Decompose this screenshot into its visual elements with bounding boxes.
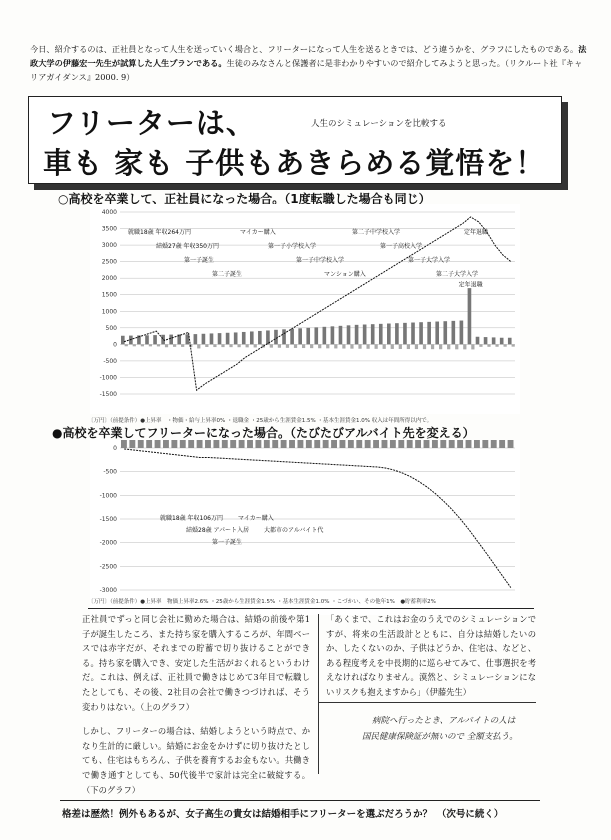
expense-bar bbox=[173, 344, 176, 346]
expense-bar bbox=[149, 344, 152, 346]
y-tick-label: 3500 bbox=[101, 225, 117, 233]
income-bar bbox=[314, 440, 320, 448]
income-bar bbox=[121, 440, 127, 448]
intro-text: 今日、紹介するのは、正社員となって人生を送っていく場合と、フリーターになって人生を送るときでは、どう違うかを、グラフにしたものである。 bbox=[30, 44, 579, 54]
income-bar bbox=[222, 440, 228, 448]
text-right-p1: 「あくまで、これはお金のうえでのシミュレーションですが、将来の生活設計とともに、自分は結婚したいのか、したくないのか、子供はどうか、住宅は、などと、ある程度考えを中長期的に巡らせてみて、仕事選択を考えなければなりません。漠然と、シミュレーションにないリスクも抱えますから」（伊藤先生） bbox=[326, 614, 536, 697]
expense-bar bbox=[165, 344, 168, 347]
expense-bar bbox=[254, 344, 257, 347]
text-left-p1: 正社員でずっと同じ会社に勤めた場合は、結婚の前後や第1子が誕生したころ、また持ち家を購入するころが、年間ベースでは赤字だが、それまでの貯蓄で切り抜けることができる。持ち家を購入でき、安定した生活がおくれるというわけだ。これは、例えば、正社員で働きはじめて3年目で転職したとしても、その後、2社目の会社で働きつづければ、そう変わりはない。 bbox=[82, 614, 310, 712]
income-bar bbox=[298, 328, 302, 344]
right-divider bbox=[318, 702, 536, 703]
expense-bar bbox=[237, 344, 240, 347]
income-bar bbox=[491, 440, 497, 448]
y-tick-label: 1500 bbox=[101, 291, 117, 299]
expense-bar bbox=[495, 344, 498, 346]
text-right bbox=[326, 612, 536, 700]
income-bar bbox=[415, 440, 421, 448]
divider bbox=[88, 608, 534, 609]
income-bar bbox=[258, 331, 262, 344]
y-tick-label: 2000 bbox=[101, 275, 117, 283]
income-bar bbox=[264, 440, 270, 448]
annotation-label: 第一子高校入学 bbox=[380, 243, 423, 250]
section2-footnote: 〔万円〕（前提条件）●上昇率 物価上昇率2.6% ・25歳から生涯賃金1.5% ・基本生涯賃金1.0% ・こづかい、その他年1% ●貯蓄利率2% bbox=[88, 599, 436, 605]
income-bar bbox=[129, 440, 135, 448]
intro-paragraph bbox=[30, 42, 590, 84]
income-bar bbox=[146, 440, 152, 448]
annotation-label: 就職18歳 年収264万円 bbox=[128, 229, 191, 236]
annotation-label: 第二子大学入学 bbox=[436, 271, 479, 278]
income-bar bbox=[427, 322, 431, 345]
y-tick-label: -1000 bbox=[99, 492, 117, 500]
income-bar bbox=[205, 440, 211, 448]
income-bar bbox=[347, 325, 351, 344]
income-bar bbox=[234, 332, 238, 344]
intro-text2: 生徒のみなさんと保護者に是非わかりやすいので紹介してみようと思った。（リクルート社『キャリアガイダンス』2000. 9） bbox=[30, 58, 583, 82]
income-bar bbox=[474, 440, 480, 448]
y-tick-label: -2500 bbox=[99, 563, 117, 571]
income-bar bbox=[226, 333, 230, 345]
income-bar bbox=[371, 324, 375, 344]
income-bar bbox=[323, 440, 329, 448]
income-bar bbox=[274, 330, 278, 345]
income-bar bbox=[424, 440, 430, 448]
income-bar bbox=[356, 440, 362, 448]
y-tick-label: 0 bbox=[113, 445, 117, 452]
expense-bar bbox=[504, 344, 507, 346]
income-bar bbox=[398, 440, 404, 448]
annotation-label: 大都市のアルバイト代 bbox=[264, 527, 324, 534]
income-bar bbox=[443, 321, 447, 344]
income-bar bbox=[185, 334, 189, 344]
headline-caption: 人生のシミュレーションを比較する bbox=[311, 119, 447, 129]
employee-chart bbox=[90, 204, 520, 414]
income-bar bbox=[230, 440, 236, 448]
income-bar bbox=[387, 324, 391, 345]
expense-bar bbox=[205, 344, 208, 347]
handwritten-note-2: 国民健康保険証が無いので 全額支払う。 bbox=[362, 732, 518, 742]
handwritten-note-1: 病院へ行ったとき、アルバイトの人は bbox=[372, 716, 516, 726]
income-bar bbox=[272, 440, 278, 448]
intro-author: 法政大学の伊藤宏一先生が試算した人生プランである。 bbox=[30, 44, 587, 68]
income-bar bbox=[452, 321, 456, 344]
freeter-chart bbox=[90, 440, 520, 615]
income-bar bbox=[508, 338, 512, 345]
income-bar bbox=[411, 323, 415, 345]
expense-bar bbox=[286, 344, 289, 347]
expense-bar bbox=[399, 344, 402, 349]
expense-bar bbox=[318, 344, 321, 348]
income-bar bbox=[255, 440, 261, 448]
income-bar bbox=[435, 322, 439, 345]
income-bar bbox=[348, 440, 354, 448]
income-bar bbox=[460, 321, 464, 345]
y-tick-label: -1500 bbox=[99, 516, 117, 523]
income-bar bbox=[202, 334, 206, 345]
income-bar bbox=[484, 337, 488, 344]
headline-box bbox=[28, 96, 562, 184]
expense-bar bbox=[431, 344, 434, 349]
income-bar bbox=[440, 440, 446, 448]
retire-label: 定年退職 bbox=[458, 281, 483, 289]
expense-bar bbox=[310, 344, 313, 348]
income-bar bbox=[403, 323, 407, 345]
annotation-label: 結婚28歳 アパート入居 bbox=[186, 527, 250, 534]
expense-bar bbox=[463, 344, 466, 349]
income-bar bbox=[466, 440, 472, 448]
income-bar bbox=[218, 333, 222, 344]
income-bar bbox=[242, 332, 246, 344]
expense-bar bbox=[294, 344, 297, 348]
expense-bar bbox=[455, 344, 458, 349]
income-bar bbox=[171, 440, 177, 448]
income-bar bbox=[306, 440, 312, 448]
text-left-p1-ref: （上のグラフ） bbox=[140, 701, 195, 712]
income-bar bbox=[297, 440, 303, 448]
income-bar bbox=[457, 440, 463, 448]
annotation-label: マンション購入 bbox=[324, 271, 366, 278]
annotation-label: 第二子誕生 bbox=[212, 271, 243, 278]
y-tick-label: 2500 bbox=[101, 258, 117, 266]
income-bar bbox=[340, 440, 346, 448]
income-bar bbox=[138, 440, 144, 448]
income-bar bbox=[419, 322, 423, 344]
income-bar bbox=[482, 440, 488, 448]
income-bar bbox=[282, 329, 286, 344]
text-left-p2-ref: （下のグラフ） bbox=[82, 784, 141, 795]
expense-bar bbox=[221, 344, 224, 347]
expense-bar bbox=[391, 344, 394, 349]
income-bar bbox=[121, 336, 125, 345]
expense-bar bbox=[278, 344, 281, 347]
annotation-label: 第一子中学校入学 bbox=[296, 257, 345, 264]
expense-bar bbox=[141, 344, 144, 346]
y-tick-label: -1000 bbox=[99, 374, 117, 382]
income-bar bbox=[239, 440, 245, 448]
income-bar bbox=[169, 335, 173, 345]
expense-bar bbox=[423, 344, 426, 349]
expense-bar bbox=[342, 344, 345, 348]
annotation-label: 定年退職 bbox=[464, 229, 489, 236]
expense-bar bbox=[133, 344, 136, 346]
income-bar bbox=[355, 325, 359, 345]
y-tick-label: -1500 bbox=[99, 391, 117, 398]
income-bar bbox=[365, 440, 371, 448]
income-bar bbox=[373, 440, 379, 448]
income-bar bbox=[163, 440, 169, 448]
income-bar bbox=[180, 440, 186, 448]
income-bar bbox=[247, 440, 253, 448]
expense-bar bbox=[487, 344, 490, 346]
income-bar bbox=[194, 334, 198, 344]
expense-bar bbox=[197, 344, 200, 348]
income-bar bbox=[210, 333, 214, 344]
expense-bar bbox=[270, 344, 273, 347]
income-bar bbox=[395, 323, 399, 344]
y-tick-label: 1000 bbox=[101, 308, 117, 316]
income-bar bbox=[197, 440, 203, 448]
annotation-label: 第一子誕生 bbox=[184, 257, 215, 264]
income-bar bbox=[306, 328, 310, 345]
income-bar bbox=[499, 440, 505, 448]
expense-bar bbox=[157, 344, 160, 346]
annotation-label: 就職18歳 年収106万円 bbox=[160, 515, 223, 522]
footer-rule bbox=[60, 800, 540, 801]
income-bar bbox=[508, 440, 514, 448]
y-tick-label: 4000 bbox=[101, 209, 117, 216]
annotation-label: 結婚27歳 年収350万円 bbox=[156, 243, 219, 250]
section2-title: ●高校を卒業してフリーターになった場合。（たびたびアルバイト先を変える） bbox=[52, 426, 475, 440]
headline-line2: 車も 家も 子供もあきらめる覚悟を！ bbox=[43, 146, 546, 180]
income-bar bbox=[500, 338, 504, 345]
expense-bar bbox=[125, 344, 128, 346]
expense-bar bbox=[181, 344, 184, 347]
income-bar bbox=[188, 440, 194, 448]
expense-bar bbox=[326, 344, 329, 348]
income-bar bbox=[290, 329, 294, 345]
annotation-label: 第一子大学入学 bbox=[408, 257, 451, 264]
income-bar bbox=[363, 325, 367, 345]
expense-bar bbox=[334, 344, 337, 348]
expense-bar bbox=[213, 344, 216, 347]
y-tick-label: -500 bbox=[103, 468, 117, 476]
income-bar bbox=[153, 335, 157, 344]
headline-line1: フリーターは、 bbox=[47, 106, 256, 140]
footer-text: 格差は歴然！例外もあるが、女子高生の貴女は結婚相手にフリーターを選ぶだろうか？ （次号に続く） bbox=[62, 809, 504, 820]
annotation-label: マイカー購入 bbox=[238, 515, 274, 522]
income-bar bbox=[331, 440, 337, 448]
y-tick-label: 3000 bbox=[101, 242, 117, 250]
annotation-label: 第一子誕生 bbox=[212, 539, 243, 546]
expense-bar bbox=[350, 344, 353, 348]
income-bar bbox=[407, 440, 413, 448]
expense-bar bbox=[246, 344, 249, 347]
income-bar bbox=[161, 335, 165, 345]
income-bar bbox=[339, 326, 343, 345]
annotation-label: 第二子中学校入学 bbox=[352, 229, 401, 236]
income-bar bbox=[331, 326, 335, 344]
income-bar bbox=[281, 440, 287, 448]
expense-bar bbox=[447, 344, 450, 349]
expense-bar bbox=[229, 344, 232, 347]
expense-bar bbox=[302, 344, 305, 348]
income-bar bbox=[314, 327, 318, 344]
section1-title: ○高校を卒業して、正社員になった場合。（1度転職した場合も同じ） bbox=[58, 192, 431, 206]
expense-bar bbox=[439, 344, 442, 349]
y-tick-label: 500 bbox=[105, 324, 117, 332]
y-tick-label: 0 bbox=[113, 341, 117, 349]
expense-bar bbox=[358, 344, 361, 348]
text-left-p2: しかし、フリーターの場合は、結婚しようという時点で、かなり生計的に厳しい。結婚にお金をかけずに切り抜けたとしても、住宅はもちろん、子供を養育するお金もない。共働きで働き通すとしても、50代後半で家計は完全に破綻する。 bbox=[82, 726, 310, 780]
y-tick-label: -500 bbox=[103, 357, 117, 365]
annotation-label: マイカー購入 bbox=[240, 229, 276, 236]
income-bar bbox=[289, 440, 295, 448]
column-divider bbox=[318, 614, 319, 774]
expense-bar bbox=[479, 344, 482, 346]
income-bar bbox=[468, 288, 472, 344]
section1-footnote: 〔万円〕（前提条件）●上昇率 ・物価・給与上昇率0% ・退職金 ・25歳から生涯賃金1.5% ・基本生涯賃金1.0% 収入は年間所得以内で。 bbox=[88, 418, 433, 424]
income-bar bbox=[379, 324, 383, 345]
text-left bbox=[82, 612, 310, 797]
expense-bar bbox=[512, 344, 515, 346]
income-bar bbox=[382, 440, 388, 448]
income-bar bbox=[432, 440, 438, 448]
income-bar bbox=[390, 440, 396, 448]
expense-bar bbox=[415, 344, 418, 349]
income-bar bbox=[145, 335, 149, 344]
income-bar bbox=[323, 327, 327, 345]
expense-bar bbox=[366, 344, 369, 348]
income-bar bbox=[155, 440, 161, 448]
expense-bar bbox=[375, 344, 378, 348]
expense-bar bbox=[471, 344, 474, 349]
income-bar bbox=[213, 440, 219, 448]
income-bar bbox=[449, 440, 455, 448]
annotation-label: 第一子小学校入学 bbox=[268, 243, 317, 250]
expense-bar bbox=[407, 344, 410, 349]
expense-bar bbox=[383, 344, 386, 349]
income-bar bbox=[250, 331, 254, 344]
y-tick-label: -2000 bbox=[99, 539, 117, 547]
income-bar bbox=[492, 337, 496, 344]
income-bar bbox=[476, 337, 480, 345]
y-tick-label: -3000 bbox=[99, 587, 117, 594]
